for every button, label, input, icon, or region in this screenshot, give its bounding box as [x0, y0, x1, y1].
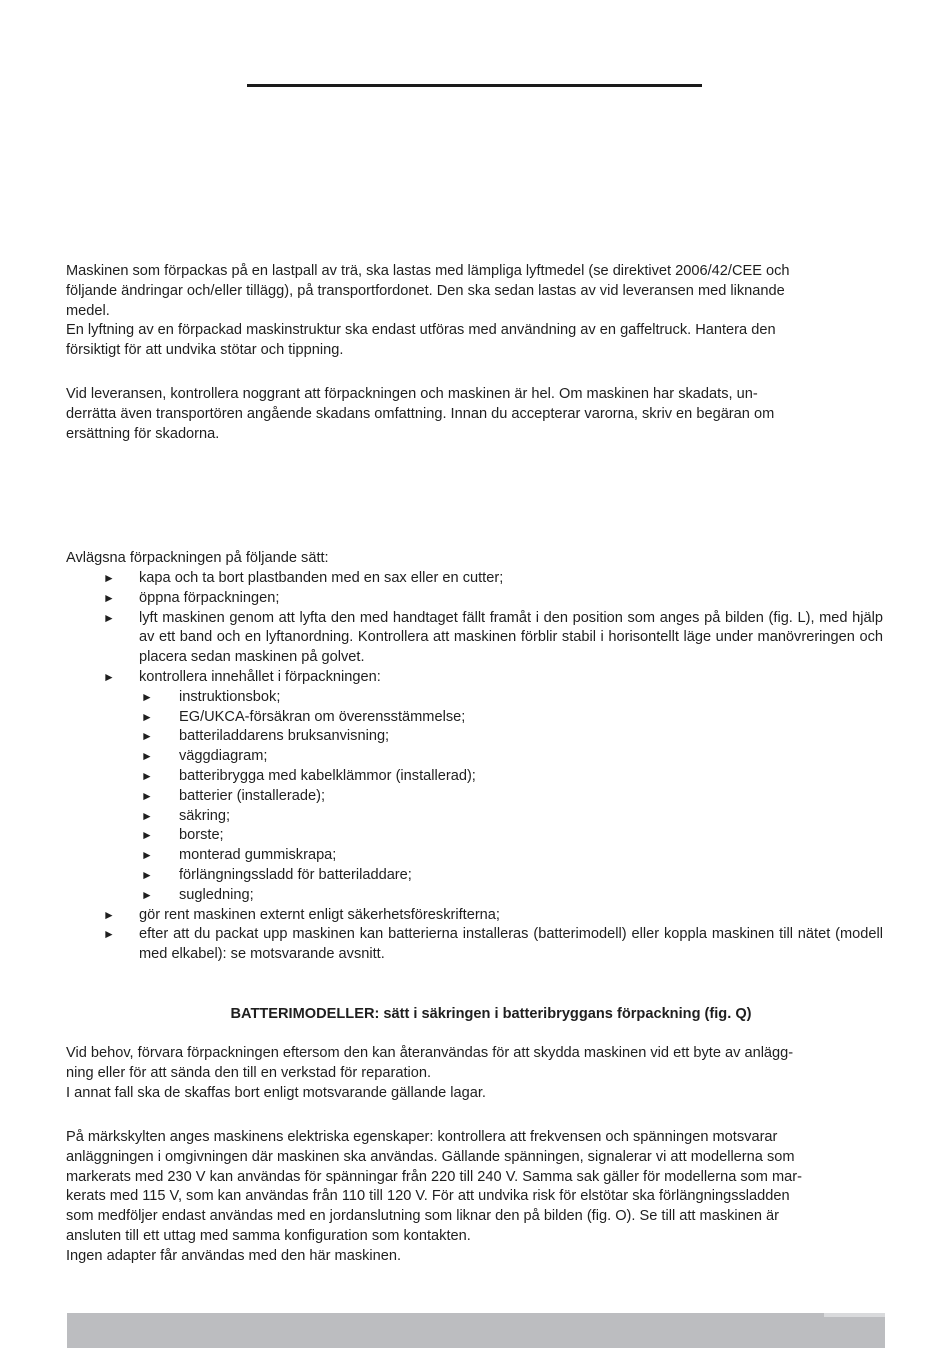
sub-list-item	[66, 826, 883, 846]
unpack-intro	[66, 549, 883, 569]
sub-list-item	[66, 866, 883, 886]
bullet-arrow-icon: ►	[141, 828, 153, 843]
packaging-storage-paragraph	[66, 1044, 883, 1103]
bullet-arrow-icon: ►	[103, 610, 115, 625]
list-item	[66, 589, 883, 609]
sub-list-item	[66, 767, 883, 787]
text-line: Maskinen som förpackas på en lastpall av trä, ska lastas med lämpliga lyftmedel (se direktivet 2006/42/CEE och	[66, 263, 790, 279]
list-item-text: batteribrygga med kabelklämmor (installerad);	[179, 767, 476, 784]
unpack-steps-list	[66, 569, 883, 965]
text-line: följande ändringar och/eller tillägg), på transportfordonet. Den ska sedan lastas av vid leveransen med liknande	[66, 282, 785, 299]
text-line: Ingen adapter får användas med den här maskinen.	[66, 1247, 402, 1264]
bullet-arrow-icon: ►	[141, 709, 153, 724]
list-item-text: sugledning;	[179, 886, 254, 903]
list-item	[66, 668, 883, 688]
unpack-intro-text: Avlägsna förpackningen på följande sätt:	[66, 550, 329, 566]
text-line: ansluten till ett uttag med samma konfiguration som kontakten.	[66, 1227, 471, 1244]
list-item-text: gör rent maskinen externt enligt säkerhetsföreskrifterna;	[139, 906, 500, 923]
list-item-text: instruktionsbok;	[179, 688, 281, 705]
text-line: markerats med 230 V kan användas för spänningar från 220 till 240 V. Samma sak gäller för modellerna som mar-	[66, 1168, 803, 1185]
transport-paragraph	[66, 262, 883, 361]
bullet-arrow-icon: ►	[141, 689, 153, 704]
sub-list-item	[66, 846, 883, 866]
list-item-text: förlängningssladd för batteriladdare;	[179, 866, 412, 883]
bullet-arrow-icon: ►	[141, 768, 153, 783]
sub-list-item	[66, 688, 883, 708]
text-line: anläggningen i omgivningen där maskinen ska användas. Gällande spänningen, signalerar vi att modellerna som	[66, 1148, 795, 1165]
bullet-arrow-icon: ►	[103, 927, 115, 942]
sub-list-item	[66, 727, 883, 747]
footer-tab-accent	[824, 1313, 885, 1317]
text-line: På märkskylten anges maskinens elektriska egenskaper: kontrollera att frekvensen och spänningen motsvarar	[66, 1129, 778, 1145]
bullet-arrow-icon: ►	[141, 867, 153, 882]
text-line: derrätta även transportören angående skadans omfattning. Innan du accepterar varorna, skriv en begäran om	[66, 405, 775, 422]
text-line: ersättning för skadorna.	[66, 425, 220, 442]
bullet-arrow-icon: ►	[103, 571, 115, 585]
bullet-arrow-icon: ►	[103, 907, 115, 922]
list-item-text: efter att du packat upp maskinen kan batterierna installeras (batterimodell) eller koppla maskinen till nätet (modell med elkabel): se motsvarande avsnitt.	[139, 926, 883, 963]
electrical-paragraph	[66, 1128, 883, 1267]
sub-list-item	[66, 787, 883, 807]
bullet-arrow-icon: ►	[141, 887, 153, 902]
list-item-text: lyft maskinen genom att lyfta den med handtaget fällt framåt i den position som anges på bilden (fig. L), med hjälp av ett band och en lyftanordning. Kontrollera att maskinen förblir stabil i horisontellt läge under manövreringen och placera sedan maskinen på golvet.	[139, 609, 883, 666]
title-rule	[247, 84, 702, 87]
list-item-text: batteriladdarens bruksanvisning;	[179, 728, 390, 745]
list-item-text: EG/UKCA-försäkran om överensstämmelse;	[179, 708, 466, 725]
list-item-text: väggdiagram;	[179, 748, 268, 765]
text-line: En lyftning av en förpackad maskinstruktur ska endast utföras med användning av en gaffeltruck. Hantera den	[66, 322, 776, 339]
bullet-arrow-icon: ►	[141, 808, 153, 823]
text-line: som medföljer endast användas med en jordanslutning som liknar den på bilden (fig. O). Se till att maskinen är	[66, 1208, 780, 1225]
list-item	[66, 609, 883, 668]
sub-list-item	[66, 708, 883, 728]
list-item	[66, 569, 883, 589]
text-line: Vid leveransen, kontrollera noggrant att förpackningen och maskinen är hel. Om maskinen har skadats, un-	[66, 386, 758, 402]
delivery-check-paragraph	[66, 385, 883, 444]
sub-list-item	[66, 747, 883, 767]
list-item-text: batterier (installerade);	[179, 787, 326, 804]
list-item-text: öppna förpackningen;	[139, 589, 280, 606]
list-item-text: monterad gummiskrapa;	[179, 847, 337, 864]
battery-models-heading: BATTERIMODELLER: sätt i säkringen i batteribryggans förpackning (fig. Q)	[230, 1006, 752, 1022]
list-item-text: borste;	[179, 827, 224, 844]
text-line: I annat fall ska de skaffas bort enligt motsvarande gällande lagar.	[66, 1084, 486, 1101]
bullet-arrow-icon: ►	[103, 669, 115, 684]
text-line: kerats med 115 V, som kan användas från 110 till 120 V. För att undvika risk för elstötar ska förlängningssladden	[66, 1188, 790, 1205]
bullet-arrow-icon: ►	[141, 749, 153, 764]
sub-list-item	[66, 807, 883, 827]
bullet-arrow-icon: ►	[141, 788, 153, 803]
list-item-text: kontrollera innehållet i förpackningen:	[139, 668, 381, 685]
text-line: försiktigt för att undvika stötar och tippning.	[66, 342, 344, 359]
list-item-text: kapa och ta bort plastbanden med en sax eller en cutter;	[139, 570, 504, 586]
text-line: ning eller för att sända den till en verkstad för reparation.	[66, 1064, 432, 1081]
text-line: Vid behov, förvara förpackningen eftersom den kan återanvändas för att skydda maskinen vid ett byte av anlägg-	[66, 1045, 794, 1061]
bullet-arrow-icon: ►	[103, 590, 115, 605]
footer-bar	[67, 1313, 885, 1348]
bullet-arrow-icon: ►	[141, 729, 153, 744]
sub-list-item	[66, 886, 883, 906]
bullet-arrow-icon: ►	[141, 848, 153, 863]
list-item	[66, 906, 883, 926]
list-item	[66, 925, 883, 965]
list-item-text: säkring;	[179, 807, 231, 824]
text-line: medel.	[66, 302, 110, 319]
